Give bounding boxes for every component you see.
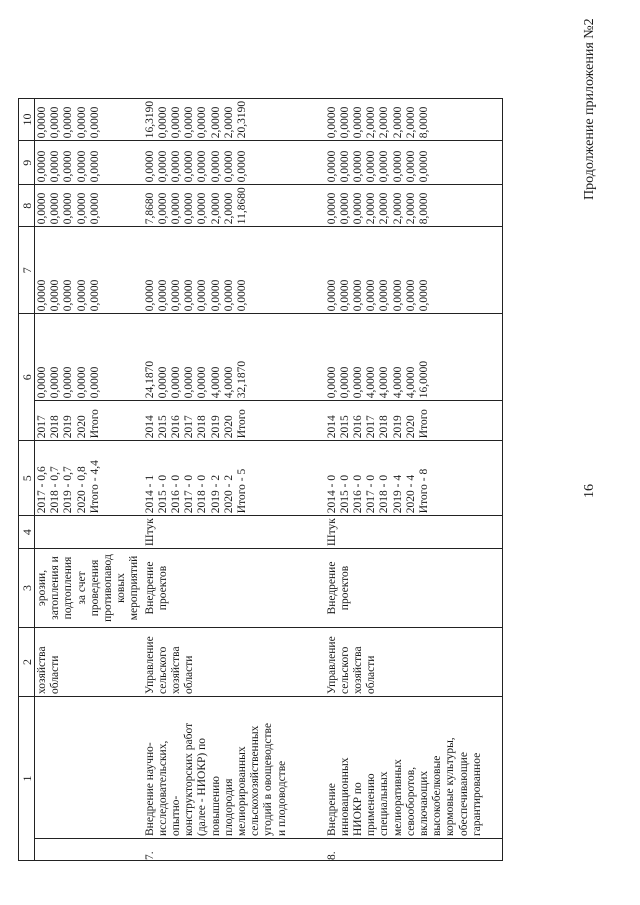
row-number-cell: 8. — [325, 839, 503, 861]
event-name-line: мелиорированных — [236, 746, 249, 836]
extrabudgetary-line: 0,0000 — [183, 106, 196, 139]
federal-budget-line: 0,0000 — [143, 279, 156, 312]
col-header-3: 3 — [19, 549, 35, 628]
regional-budget-line: 0,0000 — [183, 192, 196, 225]
local-budget-line: 0,0000 — [391, 150, 404, 183]
extrabudgetary-line: 2,0000 — [209, 106, 222, 139]
regional-budget-line: 0,0000 — [49, 192, 62, 225]
federal-budget-cell — [143, 227, 325, 314]
federal-budget-line: 0,0000 — [338, 279, 351, 312]
total-funding-line: 4,0000 — [378, 366, 391, 399]
extrabudgetary-line: 2,0000 — [365, 106, 378, 139]
col-header-7: 7 — [19, 227, 35, 314]
indicator-by-year-cell — [35, 441, 143, 516]
table-row — [325, 98, 503, 860]
event-name-cell — [143, 697, 325, 839]
federal-budget-line: 0,0000 — [183, 279, 196, 312]
total-funding-line: 0,0000 — [156, 366, 169, 399]
regional-budget-cell — [325, 185, 503, 227]
local-budget-line: 0,0000 — [418, 150, 431, 183]
indicator-line: ковых — [115, 573, 128, 603]
regional-budget-line: 2,0000 — [378, 192, 391, 225]
event-name-line: опытно- — [170, 795, 183, 836]
local-budget-cell — [325, 141, 503, 185]
year-cell — [143, 401, 325, 441]
indicator-by-year-line: 2019 - 4 — [391, 474, 404, 514]
extrabudgetary-line: 2,0000 — [391, 106, 404, 139]
extrabudgetary-line: 0,0000 — [36, 106, 48, 139]
executor-cell — [325, 628, 503, 697]
local-budget-cell — [35, 141, 143, 185]
col-header-5: 5 — [19, 441, 35, 516]
col-header-6: 6 — [19, 314, 35, 441]
table-body — [35, 98, 503, 860]
event-name-line: сельскохозяйственных — [249, 725, 262, 836]
local-budget-line: 0,0000 — [170, 150, 183, 183]
year-line: 2015 — [156, 415, 169, 439]
row-number-cell: 7. — [143, 839, 325, 861]
federal-budget-line: 0,0000 — [62, 279, 75, 312]
indicator-by-year-line: 2018 - 0 — [378, 474, 391, 514]
total-funding-line: 0,0000 — [170, 366, 183, 399]
extrabudgetary-line: 0,0000 — [75, 106, 88, 139]
year-line: 2018 — [378, 415, 391, 439]
regional-budget-line: 0,0000 — [75, 192, 88, 225]
event-name-line: угодий в овощеводстве — [262, 723, 275, 836]
event-name-line: севооборотов, — [404, 766, 417, 836]
total-funding-line: 4,0000 — [391, 366, 404, 399]
extrabudgetary-line: 0,0000 — [156, 106, 169, 139]
local-budget-line: 0,0000 — [404, 150, 417, 183]
federal-budget-line: 0,0000 — [156, 279, 169, 312]
year-line: 2019 — [62, 415, 75, 439]
federal-budget-line: 0,0000 — [75, 279, 88, 312]
regional-budget-cell — [35, 185, 143, 227]
event-name-line: инновационных — [338, 757, 351, 836]
year-line: 2016 — [352, 415, 365, 439]
federal-budget-line: 0,0000 — [170, 279, 183, 312]
indicator-line: проектов — [156, 565, 169, 611]
total-funding-line: 0,0000 — [325, 366, 338, 399]
event-name-cell — [325, 697, 503, 839]
continuation-title: Продолжение приложения №2 — [582, 18, 597, 200]
indicator-line: подтопления — [62, 556, 75, 620]
event-name-line: плодородия — [222, 778, 235, 836]
federal-budget-line: 0,0000 — [325, 279, 338, 312]
total-funding-line: 32,1870 — [236, 360, 249, 399]
extrabudgetary-line: 2,0000 — [378, 106, 391, 139]
total-funding-line: 4,0000 — [365, 366, 378, 399]
col-header-1: 1 — [19, 697, 35, 861]
year-cell — [325, 401, 503, 441]
local-budget-line: 0,0000 — [36, 150, 48, 183]
local-budget-line: 0,0000 — [49, 150, 62, 183]
indicator-by-year-line: 2019 - 0,7 — [62, 466, 75, 514]
local-budget-line: 0,0000 — [338, 150, 351, 183]
year-cell — [35, 401, 143, 441]
local-budget-line: 0,0000 — [88, 150, 101, 183]
total-funding-line: 0,0000 — [88, 366, 101, 399]
indicator-line: Внедрение — [325, 561, 338, 615]
federal-budget-line: 0,0000 — [196, 279, 209, 312]
local-budget-line: 0,0000 — [365, 150, 378, 183]
event-name-line: мелиоративных — [391, 759, 404, 836]
total-funding-line: 4,0000 — [404, 366, 417, 399]
regional-budget-line: 8,0000 — [418, 192, 431, 225]
regional-budget-line: 0,0000 — [170, 192, 183, 225]
regional-budget-line: 0,0000 — [62, 192, 75, 225]
total-funding-line: 0,0000 — [62, 366, 75, 399]
row-number-cell — [35, 839, 143, 861]
local-budget-line: 0,0000 — [183, 150, 196, 183]
regional-budget-line: 0,0000 — [338, 192, 351, 225]
federal-budget-line: 0,0000 — [418, 279, 431, 312]
indicator-line: за счет — [75, 571, 88, 605]
total-funding-line: 0,0000 — [183, 366, 196, 399]
unit-cell — [35, 516, 143, 549]
event-name-line: высокобелковые — [431, 755, 444, 836]
regional-budget-line: 0,0000 — [196, 192, 209, 225]
year-line: 2018 — [49, 415, 62, 439]
extrabudgetary-line: 20,3190 — [236, 100, 249, 139]
indicator-by-year-cell — [143, 441, 325, 516]
federal-budget-line: 0,0000 — [365, 279, 378, 312]
indicator-line: мероприятий — [128, 555, 141, 621]
total-funding-line: 0,0000 — [75, 366, 88, 399]
year-line: Итого — [236, 409, 249, 439]
event-name-line: Внедрение — [325, 783, 338, 836]
extrabudgetary-cell — [325, 98, 503, 140]
extrabudgetary-line: 0,0000 — [170, 106, 183, 139]
indicator-by-year-line: 2020 - 0,8 — [75, 466, 88, 514]
local-budget-line: 0,0000 — [236, 150, 249, 183]
event-name-line: исследовательских, — [156, 740, 169, 836]
indicator-line: проведения — [88, 559, 101, 617]
local-budget-line: 0,0000 — [325, 150, 338, 183]
local-budget-line: 0,0000 — [156, 150, 169, 183]
event-name-line: обеспечивающие — [457, 752, 470, 836]
federal-budget-cell — [325, 227, 503, 314]
federal-budget-line: 0,0000 — [352, 279, 365, 312]
table-row — [143, 98, 325, 860]
year-line: 2016 — [170, 415, 183, 439]
indicator-by-year-line: 2014 - 1 — [143, 474, 156, 514]
unit-cell: Штук — [143, 516, 325, 549]
federal-budget-line: 0,0000 — [404, 279, 417, 312]
indicator-cell — [325, 549, 503, 628]
regional-budget-line: 7,8680 — [143, 192, 156, 225]
local-budget-line: 0,0000 — [62, 150, 75, 183]
total-funding-cell — [35, 314, 143, 401]
extrabudgetary-cell — [143, 98, 325, 140]
executor-cell — [143, 628, 325, 697]
event-name-line: специальных — [378, 771, 391, 836]
event-name-line: повышению — [209, 776, 222, 836]
federal-budget-line: 0,0000 — [236, 279, 249, 312]
table-row — [35, 98, 143, 860]
local-budget-line: 0,0000 — [352, 150, 365, 183]
indicator-by-year-line: Итого - 4,4 — [88, 460, 101, 514]
total-funding-line: 4,0000 — [209, 366, 222, 399]
regional-budget-line: 0,0000 — [88, 192, 101, 225]
extrabudgetary-cell — [35, 98, 143, 140]
indicator-line: Внедрение — [143, 561, 156, 615]
year-line: 2017 — [36, 415, 48, 439]
regional-budget-line: 0,0000 — [325, 192, 338, 225]
col-header-9: 9 — [19, 141, 35, 185]
year-line: 2020 — [222, 415, 235, 439]
extrabudgetary-line: 2,0000 — [222, 106, 235, 139]
federal-budget-line: 0,0000 — [209, 279, 222, 312]
year-line: 2014 — [143, 415, 156, 439]
year-line: 2020 — [75, 415, 88, 439]
indicator-by-year-line: 2017 - 0 — [365, 474, 378, 514]
local-budget-line: 0,0000 — [143, 150, 156, 183]
federal-budget-line: 0,0000 — [222, 279, 235, 312]
year-line: Итого — [418, 409, 431, 439]
extrabudgetary-line: 0,0000 — [352, 106, 365, 139]
total-funding-line: 24,1870 — [143, 360, 156, 399]
extrabudgetary-line: 0,0000 — [62, 106, 75, 139]
local-budget-line: 0,0000 — [378, 150, 391, 183]
year-line: 2019 — [209, 415, 222, 439]
year-line: 2017 — [183, 415, 196, 439]
extrabudgetary-line: 8,0000 — [418, 106, 431, 139]
extrabudgetary-line: 0,0000 — [196, 106, 209, 139]
federal-budget-line: 0,0000 — [49, 279, 62, 312]
total-funding-line: 0,0000 — [36, 366, 48, 399]
indicator-line: противопавод — [102, 554, 115, 622]
year-line: 2015 — [338, 415, 351, 439]
event-name-line: включающих — [418, 770, 431, 836]
local-budget-line: 0,0000 — [196, 150, 209, 183]
event-name-line: гарантированное — [470, 752, 483, 836]
federal-budget-line: 0,0000 — [391, 279, 404, 312]
indicator-by-year-line: 2019 - 2 — [209, 474, 222, 514]
executor-line: хозяйства — [352, 646, 365, 694]
year-line: 2018 — [196, 415, 209, 439]
regional-budget-line: 0,0000 — [352, 192, 365, 225]
federal-budget-line: 0,0000 — [378, 279, 391, 312]
event-name-cell — [35, 697, 143, 839]
regional-budget-line: 2,0000 — [404, 192, 417, 225]
indicator-by-year-line: 2017 - 0 — [183, 474, 196, 514]
regional-budget-line: 2,0000 — [222, 192, 235, 225]
total-funding-line: 0,0000 — [338, 366, 351, 399]
total-funding-cell — [325, 314, 503, 401]
executor-cell — [35, 628, 143, 697]
executor-line: хозяйства — [170, 646, 183, 694]
extrabudgetary-line: 0,0000 — [49, 106, 62, 139]
page-number: 16 — [582, 484, 597, 498]
indicator-by-year-line: Итого - 5 — [236, 468, 249, 514]
col-header-4: 4 — [19, 516, 35, 549]
event-name-line: Внедрение научно- — [143, 742, 156, 836]
indicator-line: эрозии, — [36, 569, 48, 607]
year-line: 2014 — [325, 415, 338, 439]
year-line: 2019 — [391, 415, 404, 439]
year-line: 2017 — [365, 415, 378, 439]
event-name-line: кормовые культуры, — [444, 737, 457, 836]
indicator-by-year-line: 2015 - 0 — [156, 474, 169, 514]
regional-budget-cell — [143, 185, 325, 227]
extrabudgetary-line: 0,0000 — [88, 106, 101, 139]
regional-budget-line: 0,0000 — [156, 192, 169, 225]
indicator-by-year-line: 2020 - 4 — [404, 474, 417, 514]
indicator-by-year-line: 2015 - 0 — [338, 474, 351, 514]
total-funding-line: 0,0000 — [196, 366, 209, 399]
executor-line: сельского — [338, 646, 351, 694]
regional-budget-line: 2,0000 — [209, 192, 222, 225]
regional-budget-line: 11,8680 — [236, 187, 249, 225]
indicator-by-year-line: 2018 - 0,7 — [49, 466, 62, 514]
federal-budget-line: 0,0000 — [36, 279, 48, 312]
executor-line: Управление — [143, 636, 156, 694]
event-name-line: применению — [365, 773, 378, 836]
extrabudgetary-line: 2,0000 — [404, 106, 417, 139]
executor-line: Управление — [325, 636, 338, 694]
regional-budget-line: 2,0000 — [391, 192, 404, 225]
local-budget-cell — [143, 141, 325, 185]
indicator-by-year-line: Итого - 8 — [418, 468, 431, 514]
col-header-8: 8 — [19, 185, 35, 227]
executor-line: области — [49, 655, 62, 694]
indicator-by-year-line: 2018 - 0 — [196, 474, 209, 514]
event-name-line: и плодоводстве — [275, 760, 288, 836]
extrabudgetary-line: 0,0000 — [325, 106, 338, 139]
extrabudgetary-line: 0,0000 — [338, 106, 351, 139]
col-header-10: 10 — [19, 98, 35, 140]
executor-line: области — [365, 655, 378, 694]
indicator-line: проектов — [338, 565, 351, 611]
indicator-line: затопления и — [49, 556, 62, 620]
total-funding-line: 16,0000 — [418, 360, 431, 399]
executor-line: области — [183, 655, 196, 694]
year-line: 2020 — [404, 415, 417, 439]
federal-budget-cell — [35, 227, 143, 314]
indicator-by-year-line: 2017 - 0,6 — [36, 466, 48, 514]
local-budget-line: 0,0000 — [209, 150, 222, 183]
col-header-2: 2 — [19, 628, 35, 697]
program-table — [18, 98, 503, 861]
indicator-by-year-line: 2016 - 0 — [170, 474, 183, 514]
indicator-cell — [35, 549, 143, 628]
event-name-line: (далее - НИОКР) по — [196, 737, 209, 836]
indicator-cell — [143, 549, 325, 628]
indicator-by-year-line: 2020 - 2 — [222, 474, 235, 514]
total-funding-line: 0,0000 — [352, 366, 365, 399]
column-number-row — [19, 98, 35, 860]
extrabudgetary-line: 16,3190 — [143, 100, 156, 139]
total-funding-line: 4,0000 — [222, 366, 235, 399]
indicator-by-year-line: 2014 - 0 — [325, 474, 338, 514]
executor-line: хозяйства — [36, 646, 48, 694]
total-funding-line: 0,0000 — [49, 366, 62, 399]
regional-budget-line: 2,0000 — [365, 192, 378, 225]
federal-budget-line: 0,0000 — [88, 279, 101, 312]
event-name-line: НИОКР по — [352, 782, 365, 836]
total-funding-cell — [143, 314, 325, 401]
executor-line: сельского — [156, 646, 169, 694]
indicator-by-year-cell — [325, 441, 503, 516]
year-line: Итого — [88, 409, 101, 439]
indicator-by-year-line: 2016 - 0 — [352, 474, 365, 514]
event-name-line: конструкторских работ — [183, 722, 196, 836]
regional-budget-line: 0,0000 — [36, 192, 48, 225]
local-budget-line: 0,0000 — [75, 150, 88, 183]
local-budget-line: 0,0000 — [222, 150, 235, 183]
unit-cell: Штук — [325, 516, 503, 549]
